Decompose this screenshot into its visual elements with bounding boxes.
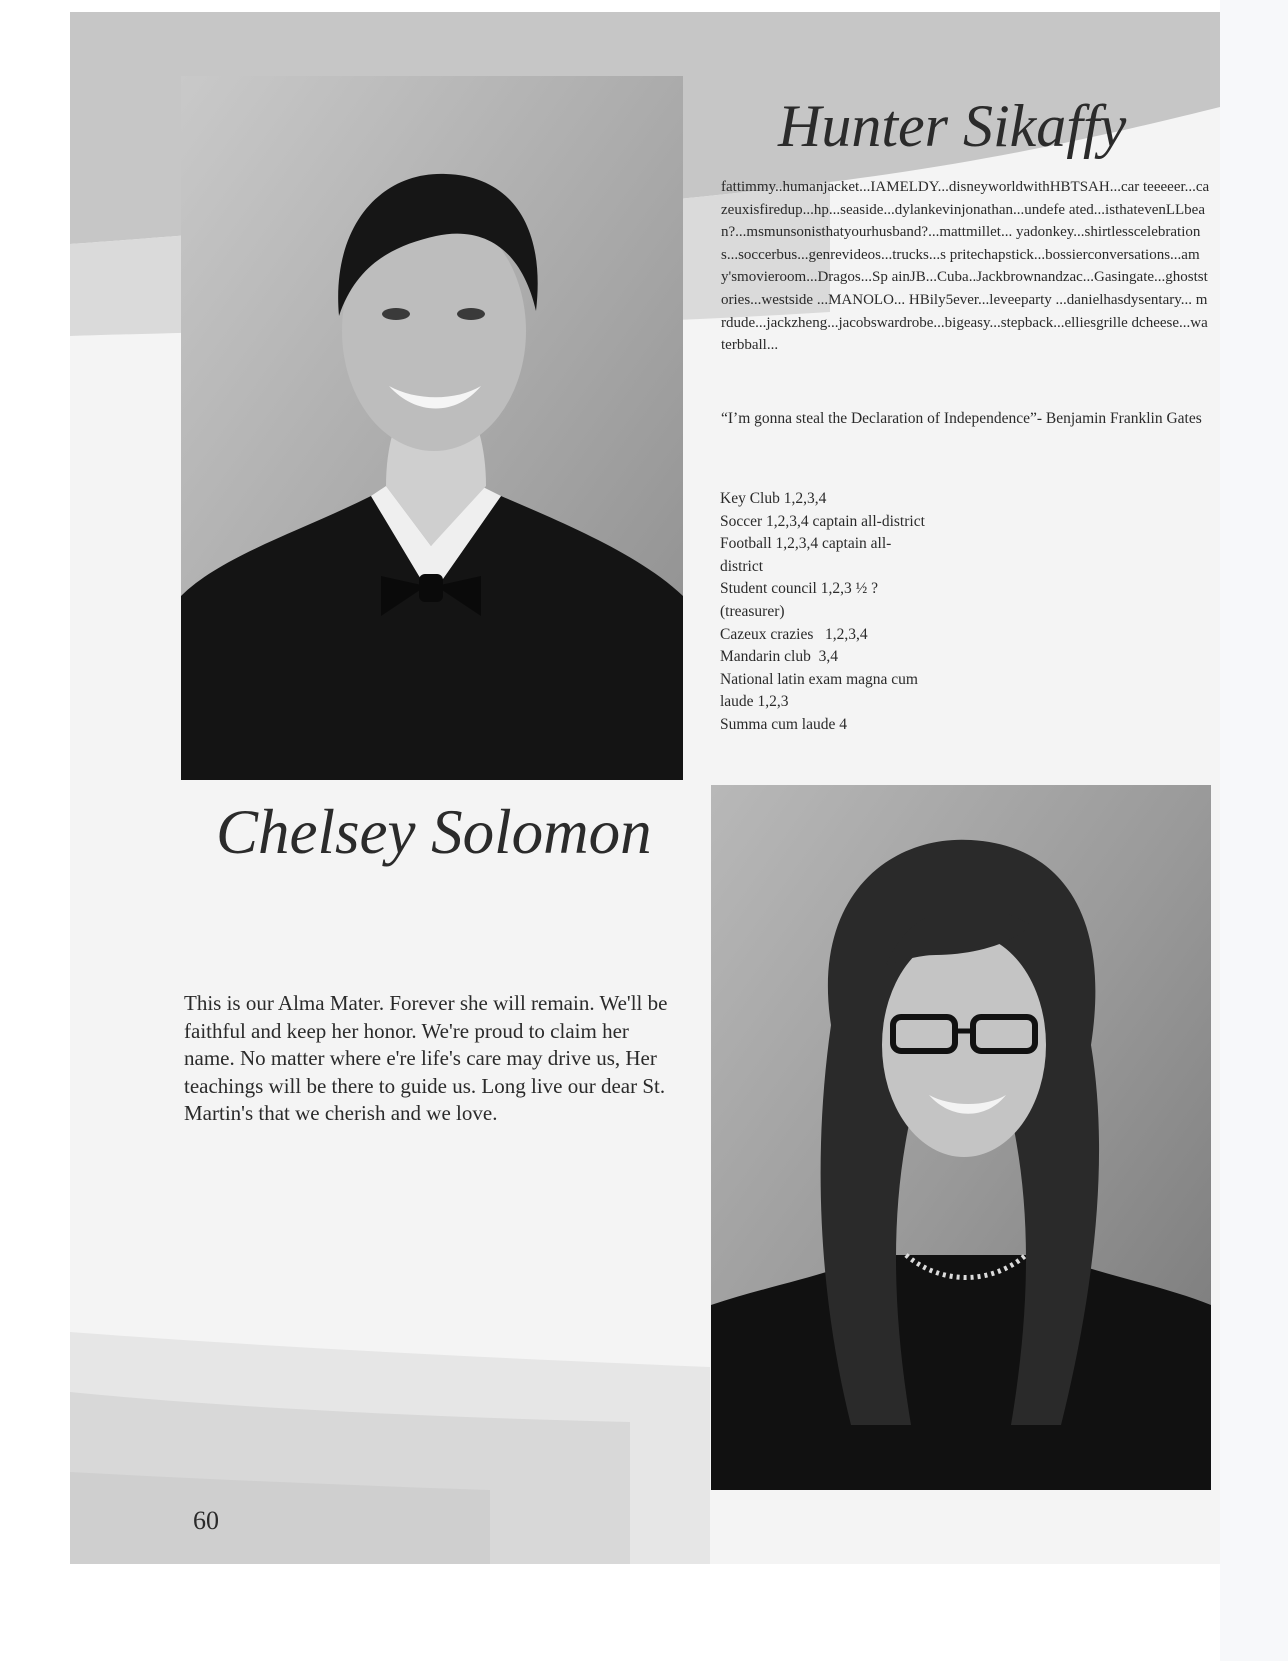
hunter-portrait-photo	[181, 76, 683, 780]
chelsey-name-heading: Chelsey Solomon	[216, 797, 652, 867]
hunter-quote-text: “I’m gonna steal the Declaration of Independence”- Benjamin Franklin Gates	[721, 410, 1202, 427]
hunter-name-heading: Hunter Sikaffy	[778, 93, 1127, 159]
chelsey-alma-mater-text: This is our Alma Mater. Forever she will remain. We'll be faithful and keep her honor. We're proud to claim her name. No matter where e're life's care may drive us, Her teachings will be there to guide us. Long live our dear St. Martin's that we cherish and we love.	[184, 991, 668, 1125]
activity-line: Cazeux crazies 1,2,3,4	[720, 625, 868, 643]
activity-line: Soccer 1,2,3,4 captain all-district	[720, 512, 925, 530]
chelsey-portrait-photo	[711, 785, 1211, 1490]
hunter-activities-list	[720, 488, 950, 737]
activity-line: Summa cum laude 4	[720, 715, 847, 733]
activity-line: (treasurer)	[720, 602, 785, 620]
activity-line: laude 1,2,3	[720, 693, 789, 711]
page-number: 60	[193, 1506, 219, 1535]
activity-line: Mandarin club 3,4	[720, 648, 838, 666]
activity-line: Football 1,2,3,4 captain all-	[720, 535, 892, 553]
activity-line: Student council 1,2,3 ½ ?	[720, 580, 878, 598]
activity-line: National latin exam magna cum	[720, 670, 918, 688]
scan-edge	[1220, 0, 1288, 1661]
hunter-nicknames-text: fattimmy..humanjacket...IAMELDY...disneyworldwithHBTSAH...car teeeeer...cazeuxisfiredup...hp...seaside...dylankevinjonathan...undefe ated...isthatevenLLbean?...msmunsonisthatyourhusband?...mattmillet... yadonkey...shirtlesscelebrations...soccerbus...genrevideos...trucks...s pritechapstick...bossierconversations...amy'smovieroom...Dragos...Sp ainJB...Cuba..Jackbrownandzac...Gasingate...ghoststories...westside ...MANOLO... HBily5ever...leveeparty ...danielhasdysentary... mrdude...jackzheng...jacobswardrobe...bigeasy...stepback...elliesgrille dcheese...waterbball...	[721, 179, 1210, 354]
activity-line: Key Club 1,2,3,4	[720, 490, 827, 507]
activity-line: district	[720, 557, 764, 575]
